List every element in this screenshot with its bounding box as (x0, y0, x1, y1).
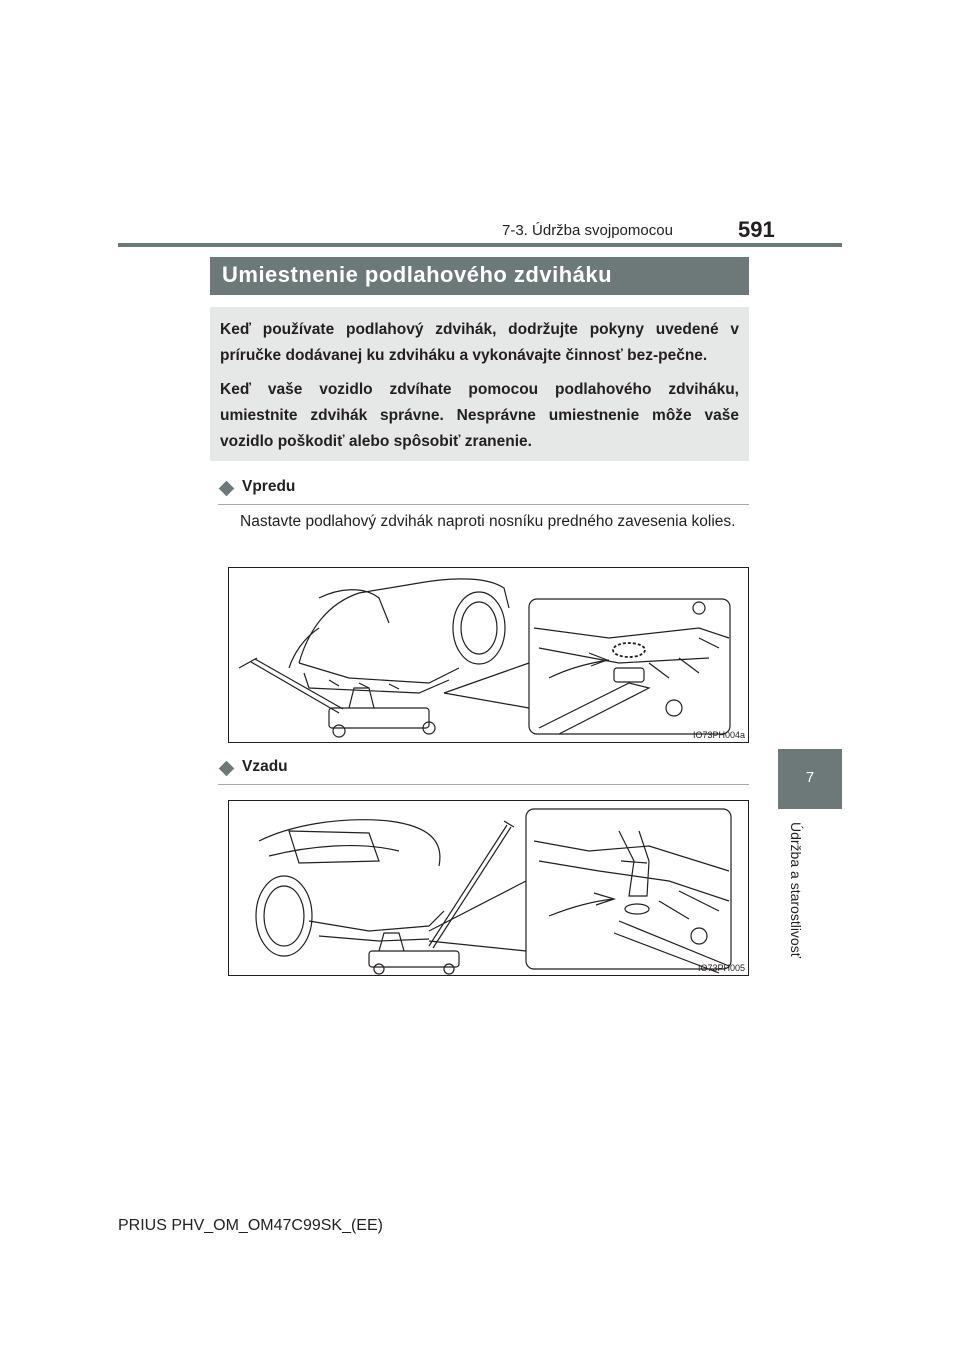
figure-code: IO73PH005 (697, 963, 745, 973)
page-title: Umiestnenie podlahového zdviháku (222, 262, 613, 287)
header-rule (118, 243, 842, 247)
front-heading (218, 478, 749, 505)
diamond-bullet-icon (219, 481, 235, 497)
rear-jack-figure (228, 800, 749, 976)
front-heading-label: Vpredu (242, 478, 296, 495)
chapter-label: Údržba a starostlivosť (788, 822, 804, 958)
rear-heading (218, 758, 749, 785)
front-instruction: Nastavte podlahový zdvihák naproti nosníku predného zavesenia kolies. (240, 513, 736, 530)
intro-paragraph-2: Keď vaše vozidlo zdvíhate pomocou podlahového zdviháku, umiestnite zdvihák správne. Nesprávne umiestnenie môže vaše vozidlo poškodiť alebo spôsobiť zranenie. (220, 381, 739, 450)
front-jack-illustration (229, 568, 748, 742)
chapter-number: 7 (805, 769, 815, 786)
document-footer: PRIUS PHV_OM_OM47C99SK_(EE) (118, 1217, 383, 1234)
figure-code: IO73PH004a (692, 730, 745, 740)
page-number: 591 (738, 217, 775, 242)
diamond-bullet-icon (219, 761, 235, 777)
section-reference: 7-3. Údržba svojpomocou (502, 222, 673, 239)
front-jack-figure (228, 567, 749, 743)
intro-box (210, 307, 749, 461)
rear-jack-illustration (229, 801, 748, 975)
intro-paragraph-1: Keď používate podlahový zdvihák, dodržujte pokyny uvedené v príručke dodávanej ku zdviháku a vykonávajte činnosť bez-pečne. (220, 321, 739, 364)
rear-heading-label: Vzadu (242, 758, 288, 775)
